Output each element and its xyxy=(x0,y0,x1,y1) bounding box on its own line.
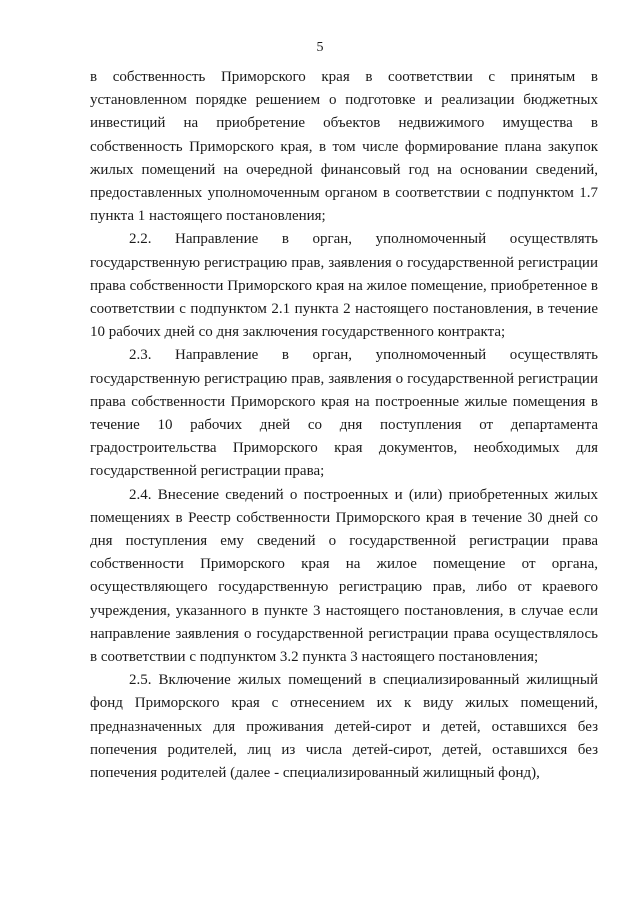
paragraph-2-2: 2.2. Направление в орган, уполномоченный осуществлять государственную регистрацию прав, заявления о государственной регистрации права собственности Приморского края на жилое помещение, приобретенное в соответствии с подпунктом 2.1 пункта 2 настоящего постановления, в течение 10 рабочих дней со дня заключения государственного контракта; xyxy=(90,231,598,341)
paragraph-2-5: 2.5. Включение жилых помещений в специализированный жилищный фонд Приморского края с отнесением их к виду жилых помещений, предназначенных для проживания детей-сирот и детей, оставшихся без попечения родителей, лиц из числа детей-сирот, детей, оставшихся без попечения родителей (далее - специализированный жилищный фонд), xyxy=(90,672,598,782)
paragraph-2-4: 2.4. Внесение сведений о построенных и (или) приобретенных жилых помещениях в Реестр собственности Приморского края в течение 30 дней со дня поступления ему сведений о государственной регистрации права собственности Приморского края на жилое помещение от органа, осуществляющего государственную регистрацию прав, либо от краевого учреждения, указанного в пункте 3 настоящего постановления, в случае если направление заявления о государственной регистрации права осуществлялось в соответствии с подпунктом 3.2 пункта 3 настоящего постановления; xyxy=(90,486,598,666)
page-number: 5 xyxy=(316,40,324,55)
paragraph-continuation: в собственность Приморского края в соответствии с принятым в установленном порядке решением о подготовке и реализации бюджетных инвестиций на приобретение объектов недвижимого имущества в собственность Приморского края, в том числе формирование плана закупок жилых помещений на очередной финансовый год на основании сведений, предоставленных уполномоченным органом в соответствии с подпунктом 1.7 пункта 1 настоящего постановления; xyxy=(90,69,598,225)
document-body xyxy=(90,66,598,785)
paragraph-2-3: 2.3. Направление в орган, уполномоченный осуществлять государственную регистрацию прав, заявления о государственной регистрации права собственности Приморского края на построенные жилые помещения в течение 10 рабочих дней со дня поступления от департамента градостроительства Приморского края документов, необходимых для государственной регистрации права; xyxy=(90,347,598,480)
